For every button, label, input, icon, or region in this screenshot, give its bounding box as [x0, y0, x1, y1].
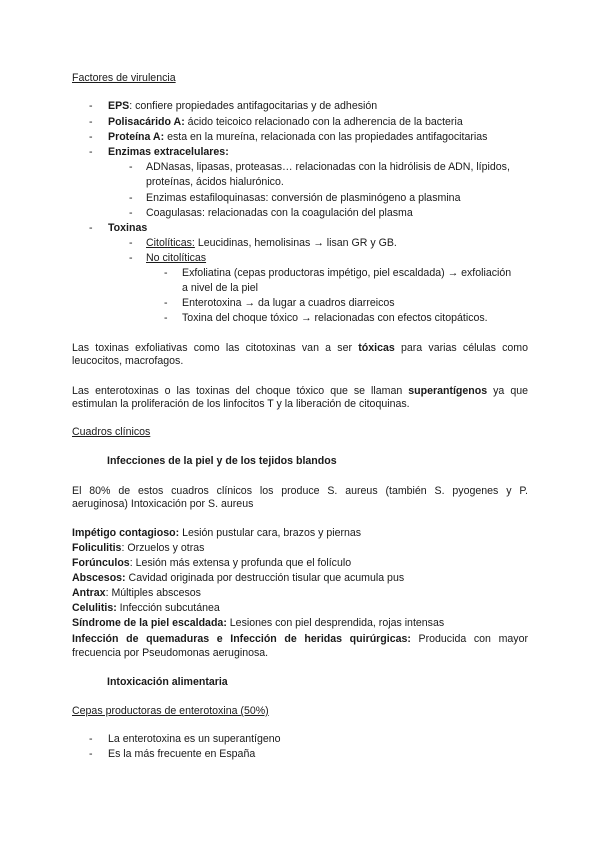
- desc: Lesiones con piel desprendida, rojas intensas: [226, 617, 445, 629]
- paragraph-toxins-line1: [72, 340, 528, 356]
- enzyme-item-cont: proteínas, ácidos hialurónico.: [146, 176, 284, 188]
- term: Enzimas extracelulares:: [108, 146, 229, 158]
- list-item-enzimas: [108, 146, 229, 158]
- term: Foliculitis: [72, 542, 122, 554]
- term: Proteína A:: [108, 131, 165, 143]
- desc: : confiere propiedades antifagocitarias y de adhesión: [129, 100, 378, 112]
- cytolytic-text: Leucidinas, hemolisinas → lisan GR y GB.: [194, 237, 397, 249]
- bullet-dash: -: [89, 748, 93, 760]
- enzyme-item: Coagulasas: relacionadas con la coagulación del plasma: [146, 207, 413, 219]
- toxin-cytolytic: [146, 237, 397, 249]
- term: Síndrome de la piel escaldada:: [72, 617, 227, 629]
- clinical-heading: Cuadros clínicos: [72, 426, 151, 438]
- bullet-dash: -: [89, 131, 93, 143]
- desc: : Lesión más extensa y profunda que el folículo: [129, 557, 352, 569]
- term: Forúnculos: [72, 557, 130, 569]
- paragraph-superantigen-line2: estimulan la proliferación de los linfocitos T y la liberación de citoquinas.: [72, 398, 410, 410]
- bullet-dash: -: [129, 207, 133, 219]
- bullet-dash: -: [164, 312, 168, 324]
- bullet-dash: -: [129, 192, 133, 204]
- skin-intro-line1: El 80% de estos cuadros clínicos los produce S. aureus (también S. pyogenes y P.: [72, 485, 528, 497]
- non-cytolytic-item-cont: a nivel de la piel: [182, 282, 258, 294]
- desc: Lesión pustular cara, brazos y piernas: [179, 527, 362, 539]
- desc: : Múltiples abscesos: [105, 587, 201, 599]
- virulence-heading: Factores de virulencia: [72, 72, 176, 84]
- text: Las enterotoxinas o las toxinas del choque tóxico que se llaman: [72, 385, 409, 397]
- condition-forunculos: [72, 557, 351, 569]
- bullet-dash: -: [89, 222, 93, 234]
- bullet-dash: -: [89, 733, 93, 745]
- condition-celulitis: [72, 602, 220, 614]
- list-item-proteina: [108, 131, 487, 143]
- food-intoxication-title: Intoxicación alimentaria: [107, 676, 228, 688]
- skin-infections-title: Infecciones de la piel y de los tejidos blandos: [107, 455, 337, 467]
- bullet-dash: -: [89, 116, 93, 128]
- term: Impétigo contagioso:: [72, 527, 180, 539]
- term: EPS: [108, 100, 130, 112]
- bullet-dash: -: [89, 100, 93, 112]
- strains-heading: Cepas productoras de enterotoxina (50%): [72, 705, 269, 717]
- strain-item: Es la más frecuente en España: [108, 748, 256, 760]
- non-cytolytic-item: Toxina del choque tóxico → relacionadas con efectos citopáticos.: [182, 312, 488, 324]
- term: Polisacárido A:: [108, 116, 185, 128]
- condition-foliculitis: [72, 542, 204, 554]
- list-item-polisacarido: [108, 116, 463, 128]
- desc: : Orzuelos y otras: [121, 542, 205, 554]
- condition-antrax: [72, 587, 201, 599]
- condition-abscesos: [72, 572, 404, 584]
- non-cytolytic-label: No citolíticas: [146, 252, 207, 264]
- enzyme-item: Enzimas estafiloquinasas: conversión de plasminógeno a plasmina: [146, 192, 461, 204]
- non-cytolytic-item: Exfoliatina (cepas productoras impétigo, piel escaldada) → exfoliación: [182, 267, 512, 279]
- desc: Infección subcutánea: [116, 602, 220, 614]
- condition-quemaduras-line1: [72, 632, 528, 647]
- desc: ácido teicoico relacionado con la adherencia de la bacteria: [184, 116, 463, 128]
- desc: esta en la mureína, relacionada con las propiedades antifagocitarias: [164, 131, 488, 143]
- term: Abscesos:: [72, 572, 126, 584]
- term: Celulitis:: [72, 602, 117, 614]
- non-cytolytic-item: Enterotoxina → da lugar a cuadros diarreicos: [182, 297, 395, 309]
- bullet-dash: -: [129, 237, 133, 249]
- term: Antrax: [72, 587, 106, 599]
- paragraph-toxins-line2: leucocitos, macrofagos.: [72, 355, 184, 367]
- desc: Cavidad originada por destrucción tisular que acumula pus: [125, 572, 405, 584]
- skin-intro-line2: aeruginosa) Intoxicación por S. aureus: [72, 498, 254, 510]
- term: Infección de quemaduras e Infección de heridas quirúrgicas:: [72, 633, 411, 645]
- emphasis: superantígenos: [408, 385, 488, 397]
- text: ya que: [487, 385, 528, 397]
- enzyme-item: ADNasas, lipasas, proteasas… relacionadas con la hidrólisis de ADN, lípidos,: [146, 161, 510, 173]
- condition-piel-escaldada: [72, 617, 444, 629]
- strain-item: La enterotoxina es un superantígeno: [108, 733, 281, 745]
- cytolytic-label: Citolíticas:: [146, 237, 195, 249]
- bullet-dash: -: [89, 146, 93, 158]
- bullet-dash: -: [129, 161, 133, 173]
- emphasis: tóxicas: [358, 342, 395, 354]
- paragraph-superantigen-line1: [72, 383, 528, 399]
- text: para varias células como: [394, 342, 528, 354]
- bullet-dash: -: [164, 297, 168, 309]
- list-item-eps: [108, 100, 377, 112]
- condition-quemaduras-line2: frecuencia por Pseudomonas aeruginosa.: [72, 647, 269, 659]
- desc: Producida con mayor: [410, 633, 529, 645]
- condition-impetigo: [72, 527, 361, 539]
- bullet-dash: -: [129, 252, 133, 264]
- text: Las toxinas exfoliativas como las citotoxinas van a ser: [72, 342, 359, 354]
- bullet-dash: -: [164, 267, 168, 279]
- list-item-toxinas: Toxinas: [108, 222, 148, 234]
